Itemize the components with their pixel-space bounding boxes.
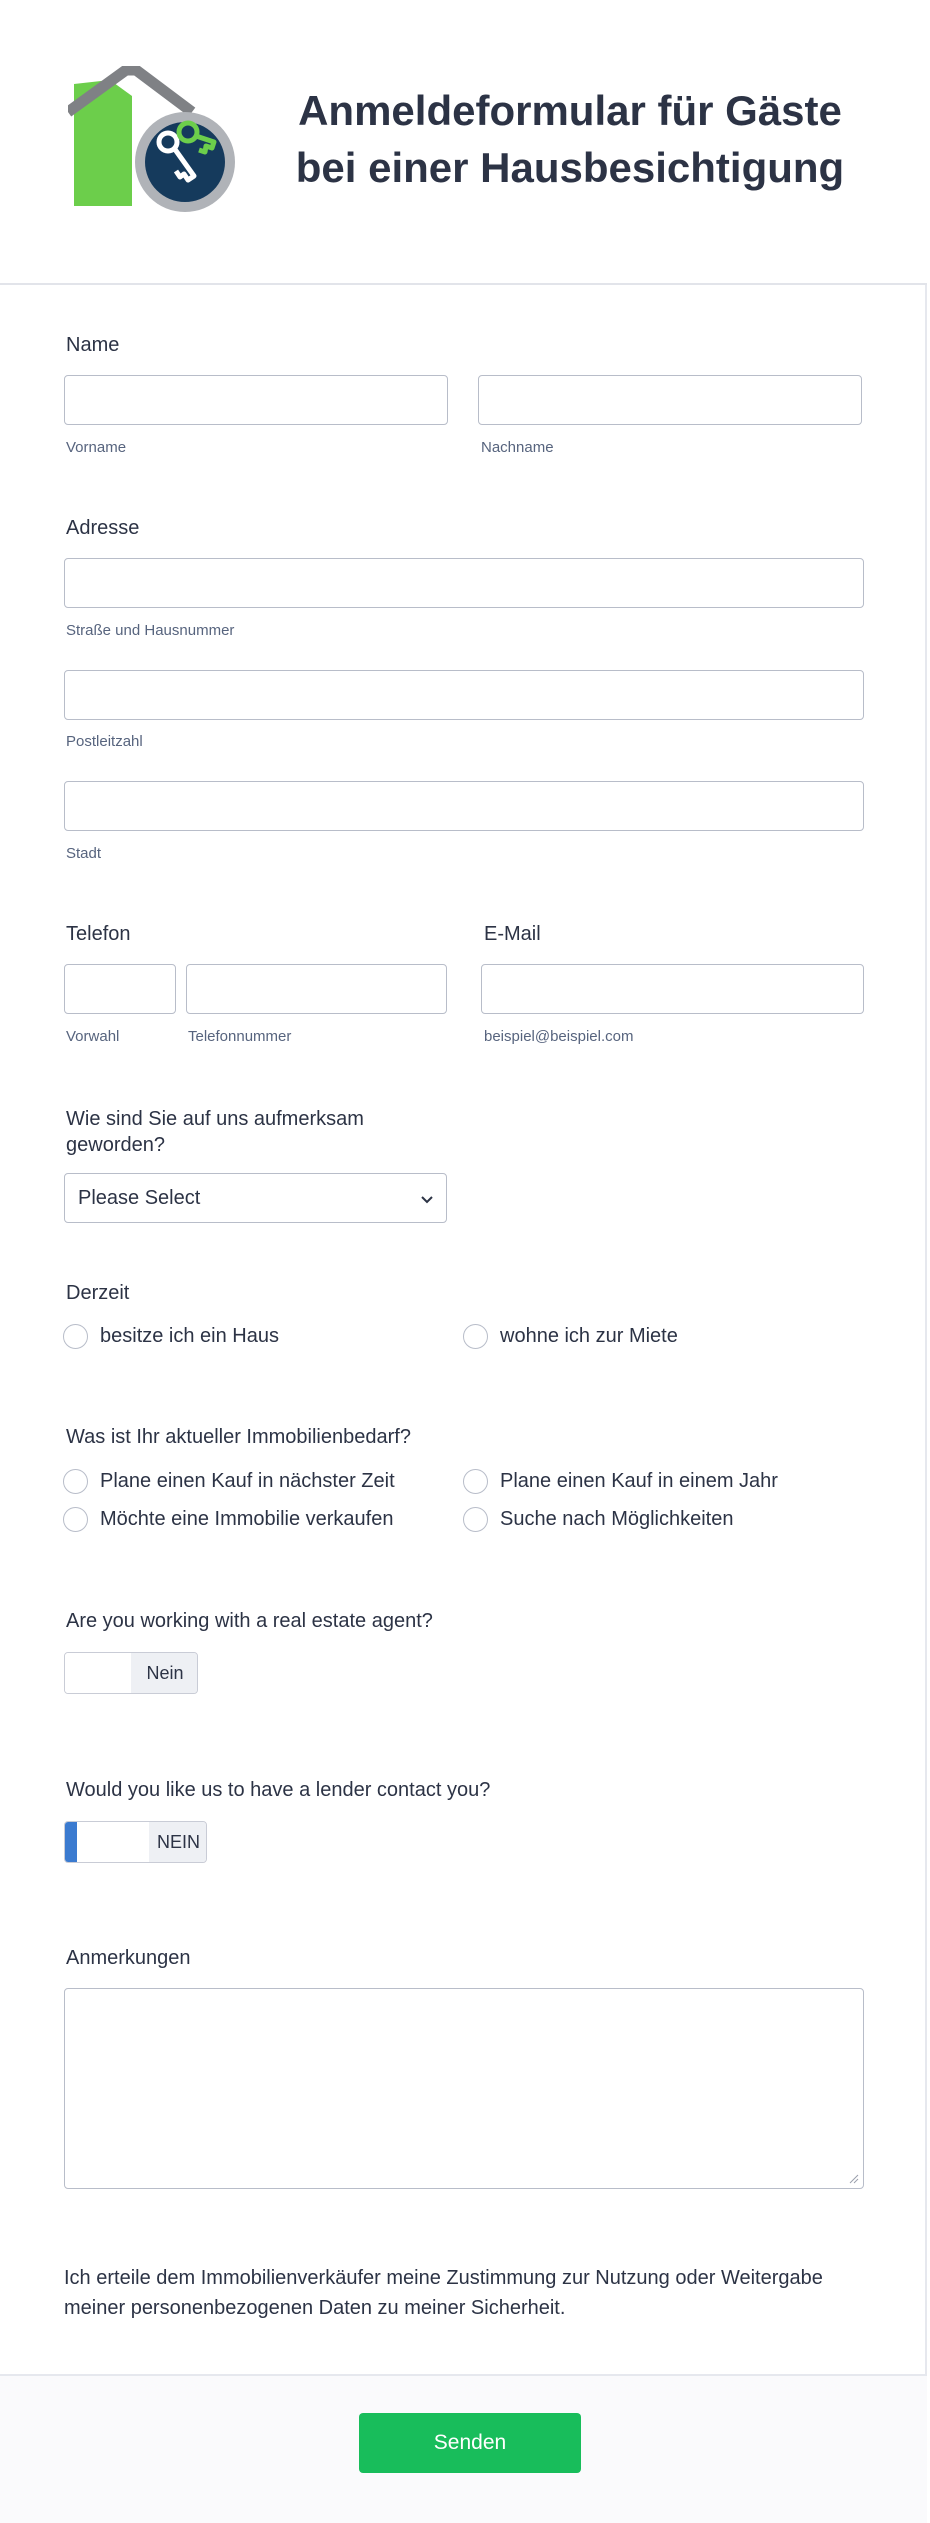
radio-rents[interactable] (463, 1324, 678, 1349)
city-input[interactable] (64, 781, 864, 831)
email-input[interactable] (481, 964, 864, 1014)
phone-number-sublabel: Telefonnummer (188, 1028, 292, 1045)
property-need-label: Was ist Ihr aktueller Immobilienbedarf? (66, 1426, 411, 1448)
radio-circle[interactable] (63, 1469, 88, 1494)
first-name-sublabel: Vorname (66, 439, 127, 456)
consent-text: Ich erteile dem Immobilienverkäufer meine Zustimmung zur Nutzung oder Weitergabe meiner personenbezogenen Daten zu meiner Sicherheit. (64, 2267, 823, 2319)
agent-toggle[interactable] (64, 1652, 198, 1694)
radio-circle[interactable] (463, 1469, 488, 1494)
lender-toggle-text: NEIN (149, 1822, 207, 1862)
phone-number-input[interactable] (186, 964, 447, 1014)
current-status-label: Derzeit (66, 1282, 130, 1304)
toggle-knob (65, 1822, 149, 1862)
street-sublabel: Straße und Hausnummer (66, 622, 235, 639)
radio-owns-house[interactable] (63, 1324, 279, 1349)
last-name-sublabel: Nachname (481, 439, 554, 456)
email-sublabel: beispiel@beispiel.com (484, 1028, 634, 1045)
form-title: Anmeldeformular für Gäste bei einer Hausbesichtigung (295, 87, 845, 191)
radio-circle[interactable] (463, 1507, 488, 1532)
house-keys-logo-icon (68, 66, 244, 218)
toggle-knob (65, 1653, 131, 1693)
radio-option-label: Plane einen Kauf in einem Jahr (500, 1470, 778, 1492)
remarks-textarea[interactable] (64, 1988, 864, 2189)
radio-circle[interactable] (463, 1324, 488, 1349)
radio-exploring[interactable] (463, 1507, 733, 1532)
area-code-input[interactable] (64, 964, 176, 1014)
resize-grip-icon[interactable] (847, 2172, 859, 2184)
lender-toggle[interactable] (64, 1821, 207, 1863)
name-label: Name (66, 334, 120, 356)
radio-circle[interactable] (63, 1507, 88, 1532)
radio-buy-soon[interactable] (63, 1469, 395, 1494)
form-header (0, 0, 927, 285)
phone-label: Telefon (66, 923, 131, 945)
last-name-input[interactable] (478, 375, 862, 425)
agent-toggle-text: Nein (131, 1653, 198, 1693)
radio-option-label: Möchte eine Immobilie verkaufen (100, 1508, 394, 1530)
chevron-down-icon (418, 1190, 436, 1208)
agent-label: Are you working with a real estate agent? (66, 1610, 433, 1632)
radio-option-label: Suche nach Möglichkeiten (500, 1508, 734, 1530)
radio-sell[interactable] (63, 1507, 393, 1532)
city-sublabel: Stadt (66, 845, 102, 862)
area-code-sublabel: Vorwahl (66, 1028, 120, 1045)
referral-select[interactable] (64, 1173, 447, 1223)
radio-circle[interactable] (63, 1324, 88, 1349)
toggle-accent (65, 1822, 77, 1862)
address-label: Adresse (66, 517, 140, 539)
radio-option-label: wohne ich zur Miete (500, 1325, 678, 1347)
lender-label: Would you like us to have a lender contact you? (66, 1779, 491, 1801)
radio-option-label: besitze ich ein Haus (100, 1325, 279, 1347)
remarks-label: Anmerkungen (66, 1947, 191, 1969)
street-input[interactable] (64, 558, 864, 608)
zip-input[interactable] (64, 670, 864, 720)
radio-option-label: Plane einen Kauf in nächster Zeit (100, 1470, 395, 1492)
radio-buy-year[interactable] (463, 1469, 778, 1494)
email-label: E-Mail (484, 923, 541, 945)
zip-sublabel: Postleitzahl (66, 733, 143, 750)
referral-selected-value: Please Select (78, 1187, 201, 1209)
submit-button[interactable]: Senden (359, 2413, 581, 2473)
referral-label: Wie sind Sie auf uns aufmerksam geworden? (66, 1108, 364, 1156)
first-name-input[interactable] (64, 375, 448, 425)
